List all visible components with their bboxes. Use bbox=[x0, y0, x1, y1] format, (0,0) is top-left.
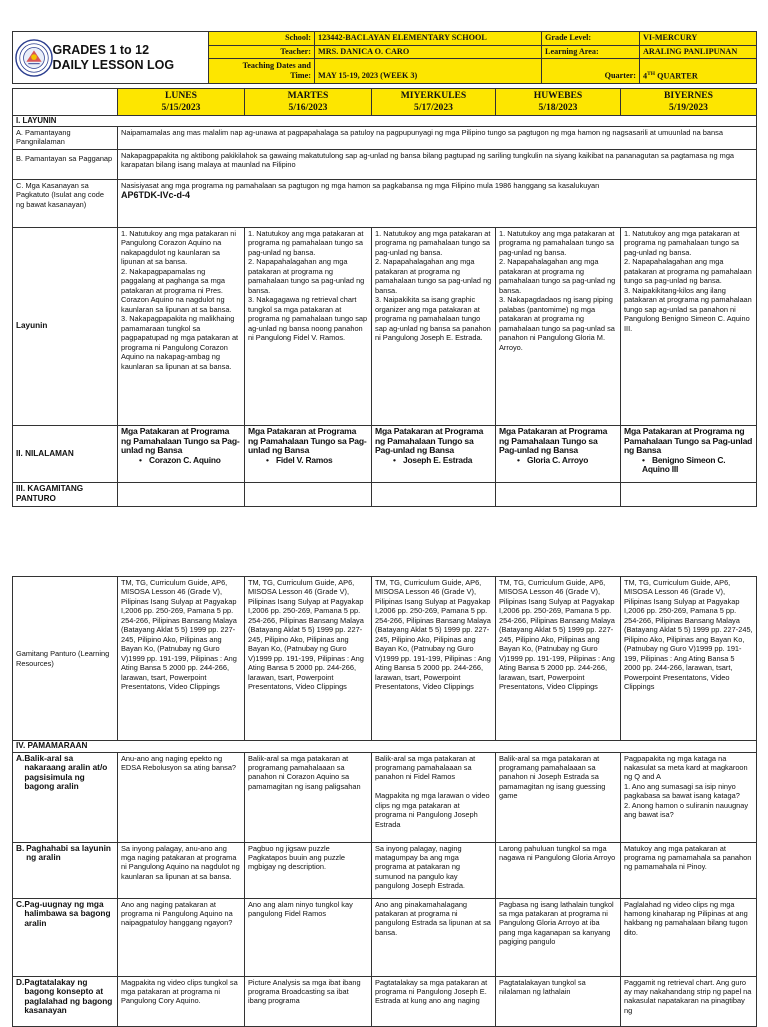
procedure-letter: A. bbox=[16, 752, 25, 763]
kasanayan-row bbox=[13, 179, 757, 227]
procedure-title-c bbox=[13, 898, 118, 976]
logo-cell bbox=[13, 32, 53, 84]
grade-label: Grade Level: bbox=[542, 32, 640, 46]
procedure-title: Pagtatalakay ng bagong konsepto at paglalahad ng bagong kasanayan bbox=[24, 976, 113, 1016]
procedure-d-biyernes: Paggamit ng retrieval chart. Ang guro ay may nakahandang strip ng papel na nakasulat napatakaran na pinagtibay ng bbox=[621, 976, 757, 1026]
kagamitan-cell-lunes bbox=[118, 482, 245, 506]
kagamitan-cell-miyerkules bbox=[372, 482, 496, 506]
layunin-section-title: I. LAYUNIN bbox=[13, 116, 757, 127]
kasanayan-text: Nasisiyasat ang mga programa ng pamahalaan sa pagtugon ng mga hamon sa pagkabansa ng mga Filipino mula 1986 hanggang sa kasalukuyan bbox=[121, 180, 600, 190]
procedure-title-a bbox=[13, 752, 118, 842]
kagamitan-cell-biyernes bbox=[621, 482, 757, 506]
day-name: MIYERKULES bbox=[400, 90, 467, 101]
pamantayang-pangnilalaman-label: A. Pamantayang Pangnilalaman bbox=[13, 126, 118, 149]
resources-miyerkules: TM, TG, Curriculum Guide, AP6, MISOSA Lesson 46 (Grade V), Pilipinas Isang Sulyap at Pagyakap I,2006 pp. 250-269, Pamana 5 pp. 254-266, Pilipinas Bansang Malaya (Batayang Aklat 5 5) 1999 pp. 227-245, Pilipino Ako, Pilipinas ang Bayan Ko, (Patnubay ng Guro V)1999 pp. 191-199, Pilipinas : Ang Ating Bansa 5 2000 pp. 244-266, larawan, tsart, Powerpoint Presentatons, Video Clippings bbox=[372, 577, 496, 741]
kagamitan-row bbox=[13, 482, 757, 506]
resources-biyernes: TM, TG, Curriculum Guide, AP6, MISOSA Lesson 46 (Grade V), Pilipinas Isang Sulyap at Pagyakap I,2006 pp. 250-269, Pamana 5 pp. 254-266, Pilipinas Bansang Malaya (Batayang Aklat 5 5) 1999 pp. 227-245, Pilipino Ako, Pilipinas ang Bayan Ko, (Patnubay ng Guro V)1999 pp. 191-199, Pilipinas : Ang Ating Bansa 5 2000 pp. 244-266, larawan, tsart, Powerpoint Presentatons, Video Clippings bbox=[621, 577, 757, 741]
bullet-icon: • bbox=[642, 454, 645, 465]
procedure-a-lunes: Anu-ano ang naging epekto ng EDSA Rebolusyon sa ating bansa? bbox=[118, 752, 245, 842]
procedure-title: Paghahabi sa layunin ng aralin bbox=[26, 842, 111, 863]
day-name: HUWEBES bbox=[533, 90, 583, 101]
school-value: 123442-BACLAYAN ELEMENTARY SCHOOL bbox=[315, 32, 542, 46]
objectives-martes: 1. Natutukoy ang mga patakaran at programa ng pamahalaan tungo sa pag-unlad ng bansa. 2. Napapahalagahan ang mga patakaran at programa ng pamahalaan tungo sa pag-unlad ng bansa. 3. Nakagagawa ng retrieval chart tungkol sa mga patakaran at programa ng pamahalaan tungo sap ag-unlad ng bansa noong panahon ni Pangulong Fidel V. Ramos. bbox=[245, 227, 372, 425]
nilalaman-topic: Mga Patakaran at Programa ng Pamahalaan Tungo sa Pag-unlad ng Bansa bbox=[499, 425, 608, 456]
dates-label bbox=[209, 59, 315, 84]
procedure-b-martes: Pagbuo ng jigsaw puzzle Pagkatapos buuin ang puzzle mgbigay ng description. bbox=[245, 842, 372, 898]
day-header-lunes bbox=[118, 89, 245, 116]
procedure-title: Pag-uugnay ng mga halimbawa sa bagong aralin bbox=[24, 898, 111, 928]
kagamitan-label: III. KAGAMITANG PANTURO bbox=[13, 482, 118, 506]
procedure-d-lunes: Magpakita ng video clips tungkol sa mga patakaran at programa ni Pangulong Cory Aquino. bbox=[118, 976, 245, 1026]
objectives-biyernes: 1. Natutukoy ang mga patakaran at programa ng pamahalaan tungo sa pag-unlad ng bansa. 2. Napapahalagahan ang mga patakaran at programa ng pamahalaan tungo sa pag-unlad ng bansa. 3. Naipakikitang-kilos ang ilang patakaran at programa ng pamahalaan tungo sap ag-unlad sa panahon ni Pangulong Benigno Simeon C. Aquino III. bbox=[621, 227, 757, 425]
day-date: 5/17/2023 bbox=[414, 101, 453, 113]
objectives-miyerkules: 1. Natutukoy ang mga patakaran at programa ng pamahalaan tungo sa pag-unlad ng bansa. 2. Napapahalagahan ang mga patakaran at programa ng pamahalaan tungo sa pag-unlad ng bansa. 3. Naipakikita sa isang graphic organizer ang mga patakaran at programa ng pamahalaan tungo sap ag-unlad ng bansa sa panahon ni Pangulong Joseph E. Estrada. bbox=[372, 227, 496, 425]
dates-label-line-1: Teaching Dates and bbox=[242, 60, 311, 70]
kagamitan-cell-huwebes bbox=[496, 482, 621, 506]
president-name: Gloria C. Arroyo bbox=[527, 454, 589, 465]
day-header-blank bbox=[13, 89, 118, 116]
procedure-b-biyernes: Matukoy ang mga patakaran at programa ng pamamahala sa panahon ng pamamahala ni Pinoy. bbox=[621, 842, 757, 898]
procedure-d-huwebes: Pagtatalakayan tungkol sa nilalaman ng lathalain bbox=[496, 976, 621, 1026]
area-label: Learning Area: bbox=[542, 45, 640, 59]
procedure-b-miyerkules: Sa inyong palagay, naging matagumpay ba ang mga programa at patakaran ng sumunod na pangulo kay pangulong Joseph Estrada. bbox=[372, 842, 496, 898]
nilalaman-label: II. NILALAMAN bbox=[13, 425, 118, 482]
deped-seal-icon bbox=[15, 39, 53, 77]
president-item bbox=[375, 456, 492, 465]
president-item bbox=[499, 456, 617, 465]
procedure-c-miyerkules: Ano ang pinakamahalagang patakaran at programa ni pangulong Estrada sa lipunan at sa bansa. bbox=[372, 898, 496, 976]
teacher-label: Teacher: bbox=[209, 45, 315, 59]
grade-value: VI-MERCURY bbox=[640, 32, 757, 46]
day-name: LUNES bbox=[165, 90, 197, 101]
day-date: 5/15/2023 bbox=[161, 101, 201, 113]
objectives-huwebes: 1. Natutukoy ang mga patakaran at programa ng pamahalaan tungo sa pag-unlad ng bansa. 2. Napapahalagahan ang mga patakaran at programa ng pamahalaan tungo sa pag-unlad ng bansa. 3. Nakapagdadaos ng isang piping palabas (pantomime) ng mga patakaran at programa ng pamahalaan tungo sa pag-unlad sa panahon ni Pangulong Gloria M. Arroyo. bbox=[496, 227, 621, 425]
kasanayan-code: AP6TDK-IVc-d-4 bbox=[121, 190, 191, 201]
lesson-table-part-2 bbox=[12, 576, 757, 1027]
procedure-c-huwebes: Pagbasa ng isang lathalain tungkol sa mga patakaran at programa ni Pangulong Gloria Arroyo at iba pang mga kaganapan sa kanyang pagiging pangulo bbox=[496, 898, 621, 976]
quarter-text: QUARTER bbox=[655, 71, 698, 81]
procedure-c-biyernes: Paglalahad ng video clips ng mga hamong kinaharap ng Pilipinas at ang hakbang ng pamahalaan bilang tugon dito. bbox=[621, 898, 757, 976]
day-header-martes bbox=[245, 89, 372, 116]
procedure-letter: B. bbox=[16, 842, 25, 853]
procedure-a-huwebes: Balik-aral sa mga patakaran at programang pamahalaaan sa panahon ni Joseph Estrada sa pamamagitan ng isang guessing game bbox=[496, 752, 621, 842]
lesson-table-part-1 bbox=[12, 88, 757, 507]
nilalaman-miyerkules bbox=[372, 425, 496, 482]
quarter-label: Quarter: bbox=[542, 70, 640, 84]
gamitang-panturo-label: Gamitang Panturo (Learning Resources) bbox=[13, 577, 118, 741]
layunin-label: Layunin bbox=[13, 227, 118, 425]
pamantayang-pangnilalaman-text: Naipamamalas ang mas malalim nap ag-unawa at pagpapahalaga sa patuloy na pagpupunyagi ng mga Pilipino tungo sa pagtugon ng mga hamon ng nagsasarili at umuunlad na bansa bbox=[118, 126, 757, 149]
nilalaman-biyernes bbox=[621, 425, 757, 482]
layunin-row bbox=[13, 227, 757, 425]
day-name: MARTES bbox=[287, 90, 329, 101]
procedure-row-a bbox=[13, 752, 757, 842]
procedure-row-d bbox=[13, 976, 757, 1026]
procedure-b-huwebes: Larong pahuluan tungkol sa mga nagawa ni Pangulong Gloria Arroyo bbox=[496, 842, 621, 898]
president-name: Corazon C. Aquino bbox=[149, 454, 221, 465]
day-date: 5/16/2023 bbox=[288, 101, 328, 113]
resources-martes: TM, TG, Curriculum Guide, AP6, MISOSA Lesson 46 (Grade V), Pilipinas Isang Sulyap at Pagyakap I,2006 pp. 250-269, Pamana 5 pp. 254-266, Pilipinas Bansang Malaya (Batayang Aklat 5 5) 1999 pp. 227-245, Pilipino Ako, Pilipinas ang Bayan Ko, (Patnubay ng Guro V)1999 pp. 191-199, Pilipinas : Ang Ating Bansa 5 2000 pp. 244-266, larawan, tsart, Powerpoint Presentatons, Video Clippings bbox=[245, 577, 372, 741]
kagamitan-cell-martes bbox=[245, 482, 372, 506]
log-title bbox=[53, 32, 209, 84]
bullet-icon: • bbox=[266, 454, 269, 465]
procedure-b-lunes: Sa inyong palagay, anu-ano ang mga naging patakaran at programa ni Pangulong Aquino na nagdulot ng kaunlaran sa lipunan at sa bansa. bbox=[118, 842, 245, 898]
header-table bbox=[12, 31, 757, 84]
pamamaraan-section-row bbox=[13, 741, 757, 753]
nilalaman-martes bbox=[245, 425, 372, 482]
nilalaman-topic: Mga Patakaran at Programa ng Pamahalaan Tungo sa Pag-unlad ng Bansa bbox=[248, 425, 367, 456]
layunin-section-row bbox=[13, 116, 757, 127]
nilalaman-huwebes bbox=[496, 425, 621, 482]
pamamaraan-section-title: IV. PAMAMARAAN bbox=[13, 741, 757, 753]
day-header-biyernes bbox=[621, 89, 757, 116]
procedure-letter: D. bbox=[16, 976, 25, 987]
nilalaman-row bbox=[13, 425, 757, 482]
kasanayan-label: C. Mga Kasanayan sa Pagkatuto (Isulat ang code ng bawat kasanayan) bbox=[13, 179, 118, 227]
president-item bbox=[121, 456, 241, 465]
day-date: 5/19/2023 bbox=[669, 101, 708, 113]
dates-label-line-2: Time: bbox=[290, 71, 311, 81]
day-header-miyerkules bbox=[372, 89, 496, 116]
quarter-top-cell bbox=[640, 59, 757, 71]
nilalaman-topic: Mga Patakaran at Programa ng Pamahalaan Tungo sa Pag-unlad ng Bansa bbox=[624, 425, 753, 456]
day-header-huwebes bbox=[496, 89, 621, 116]
bullet-icon: • bbox=[139, 454, 142, 465]
dates-top-cell bbox=[315, 59, 542, 71]
quarter-suffix-sup: TH bbox=[647, 71, 656, 77]
procedure-d-martes: Picture Analysis sa mga ibat ibang programa Broadcasting sa ibat ibang programa bbox=[245, 976, 372, 1026]
quarter-value bbox=[640, 70, 757, 84]
procedure-title: Balik-aral sa nakaraang aralin at/o pagsisimula ng bagong aralin bbox=[24, 752, 108, 792]
bullet-icon: • bbox=[393, 454, 396, 465]
president-item bbox=[248, 456, 368, 465]
quarter-label-top bbox=[542, 59, 640, 71]
president-name: Joseph E. Estrada bbox=[403, 454, 473, 465]
president-name: Benigno Simeon C. Aquino III bbox=[642, 454, 726, 475]
pamantayan-pagganap-label: B. Pamantayan sa Pagganap bbox=[13, 149, 118, 179]
nilalaman-topic: Mga Patakaran at Programa ng Pamahalaan Tungo sa Pag-unlad ng Bansa bbox=[375, 425, 484, 456]
procedure-row-b bbox=[13, 842, 757, 898]
pamantayan-pagganap-row bbox=[13, 149, 757, 179]
teacher-value: MRS. DANICA O. CARO bbox=[315, 45, 542, 59]
pamantayan-pagganap-text: Nakapagpapakita ng aktibong pakikilahok sa gawaing makatutulong sap ag-unlad ng bansa bilang pagtupad ng sariling tungkulin na siyang kaikibat na pananagutan sa pagtamasa ng mga karapatan bilang isang malaya at maunlad na Filipino bbox=[118, 149, 757, 179]
day-name: BIYERNES bbox=[663, 90, 714, 101]
procedure-c-martes: Ano ang alam ninyo tungkol kay pangulong Fidel Ramos bbox=[245, 898, 372, 976]
day-date: 5/18/2023 bbox=[538, 101, 578, 113]
title-line-2: DAILY LESSON LOG bbox=[52, 57, 175, 72]
nilalaman-topic: Mga Patakaran at Programa ng Pamahalaan Tungo sa Pag-unlad ng Bansa bbox=[121, 425, 240, 456]
procedure-letter: C. bbox=[16, 898, 25, 909]
day-header-row bbox=[13, 89, 757, 116]
procedure-a-miyerkules: Balik-aral sa mga patakaran at programang pamahalaaan sa panahon ni Fidel Ramos Magpakita ng mga larawan o video clips ng mga patakaran at programa ni Pangulong Joseph Estrada bbox=[372, 752, 496, 842]
procedure-title-b bbox=[13, 842, 118, 898]
resources-lunes: TM, TG, Curriculum Guide, AP6, MISOSA Lesson 46 (Grade V), Pilipinas Isang Sulyap at Pagyakap I,2006 pp. 250-269, Pamana 5 pp. 254-266, Pilipinas Bansang Malaya (Batayang Aklat 5 5) 1999 pp. 227-245, Pilipino Ako, Pilipinas ang Bayan Ko, (Patnubay ng Guro V)1999 pp. 191-199, Pilipinas : Ang Ating Bansa 5 2000 pp. 244-266, larawan, tsart, Powerpoint Presentatons, Video Clippings bbox=[118, 577, 245, 741]
gamitang-panturo-row bbox=[13, 577, 757, 741]
procedure-a-martes: Balik-aral sa mga patakaran at programang pamahalaaan sa panahon ni Corazon Aquino sa pamamagitan ng isang paligsahan bbox=[245, 752, 372, 842]
procedure-c-lunes: Ano ang naging patakaran at programa ni Pangulong Aquino na naipagpatuloy hanggang ngayon? bbox=[118, 898, 245, 976]
procedure-d-miyerkules: Pagtatalakay sa mga patakaran at programa ni Pangulong Joseph E. Estrada at kung ano ang naging bbox=[372, 976, 496, 1026]
pamantayang-pangnilalaman-row bbox=[13, 126, 757, 149]
title-line-1: GRADES 1 to 12 bbox=[52, 43, 150, 58]
objectives-lunes: 1. Natutukoy ang mga patakaran ni Pangulong Corazon Aquino na nakapagdulot ng kaunlaran sa lipunan at sa bansa. 2. Nakapagpapamalas ng paggalang at paghanga sa mga patakaran at programa ni Pres. Corazon Aquino na nagdulot ng kaunlaran sa lipunan at sa bansa. 3. Nakapagpapakita ng malikhaing pamamaraan tungkol sa pagpapatupad ng mga patakaran at programa ni Pangulong Corazon Aquino na nakapag-ambag ng kaunlaran sa lipunan at sa bansa. bbox=[118, 227, 245, 425]
bullet-icon: • bbox=[517, 454, 520, 465]
resources-huwebes: TM, TG, Curriculum Guide, AP6, MISOSA Lesson 46 (Grade V), Pilipinas Isang Sulyap at Pagyakap I,2006 pp. 250-269, Pamana 5 pp. 254-266, Pilipinas Bansang Malaya (Batayang Aklat 5 5) 1999 pp. 227-245, Pilipino Ako, Pilipinas ang Bayan Ko, (Patnubay ng Guro V)1999 pp. 191-199, Pilipinas : Ang Ating Bansa 5 2000 pp. 244-266, larawan, tsart, Powerpoint Presentatons, Video Clippings bbox=[496, 577, 621, 741]
president-item bbox=[624, 456, 753, 475]
kasanayan-cell bbox=[118, 179, 757, 227]
nilalaman-lunes bbox=[118, 425, 245, 482]
quarter-number: 4 bbox=[643, 71, 648, 81]
procedure-title-d bbox=[13, 976, 118, 1026]
president-name: Fidel V. Ramos bbox=[276, 454, 333, 465]
dates-value: MAY 15-19, 2023 (WEEK 3) bbox=[315, 70, 542, 84]
area-value: ARALING PANLIPUNAN bbox=[640, 45, 757, 59]
procedure-a-biyernes: Pagpapakita ng mga kataga na nakasulat sa meta kard at magkaroon ng Q and A 1. Ano ang sumasagi sa isip ninyo pagkabasa sa bawat isang kataga? 2. Anong hamon o suliranin nauugnay ang bawat isa? bbox=[621, 752, 757, 842]
procedure-row-c bbox=[13, 898, 757, 976]
school-label: School: bbox=[209, 32, 315, 46]
